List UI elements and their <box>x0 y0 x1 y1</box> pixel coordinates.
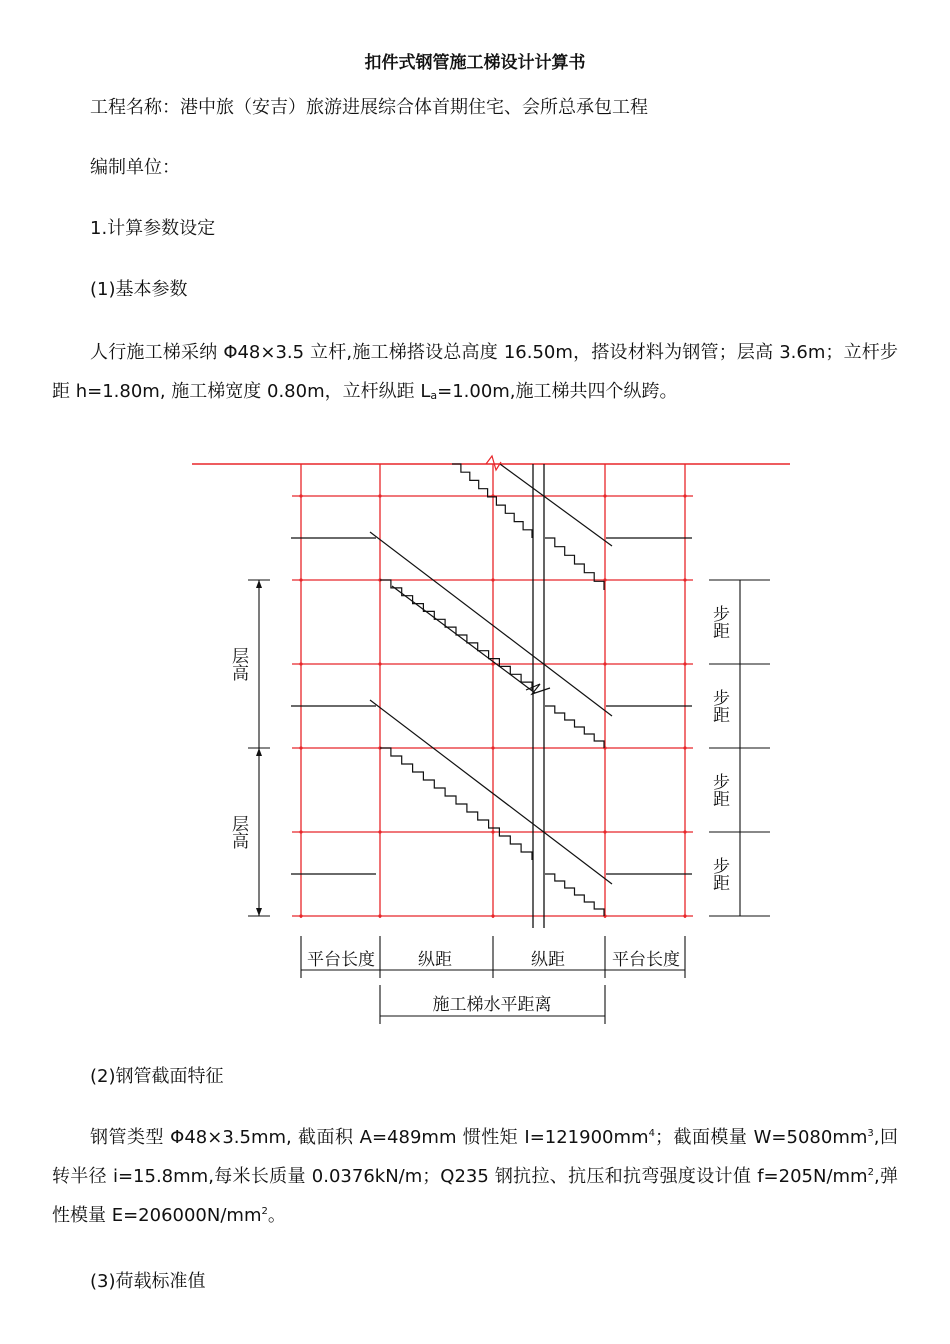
props-text-e: ,弹性模量 E=206000N/mm <box>52 1166 899 1226</box>
la-subscript: a <box>430 389 438 402</box>
coupler <box>299 830 302 833</box>
label-step-1: 步距 <box>709 605 729 639</box>
label-span-1: 纵距 <box>418 950 452 970</box>
basic-params-text-b: =1.00m,施工梯共四个纵跨。 <box>437 381 678 402</box>
left-dim-arrow <box>256 908 262 916</box>
label-step-2: 步距 <box>709 689 729 723</box>
left-dim-arrow <box>256 748 262 756</box>
props-text-b: 惯性矩 I=121900mm <box>456 1127 649 1148</box>
coupler <box>683 914 686 917</box>
coupler <box>378 914 381 917</box>
section-1-1-heading: (1)基本参数 <box>90 279 188 300</box>
stair-flights <box>291 456 692 928</box>
scaffold-grid <box>192 464 790 918</box>
coupler <box>491 830 494 833</box>
coupler <box>683 746 686 749</box>
coupler <box>603 830 606 833</box>
label-platform-right: 平台长度 <box>612 950 680 970</box>
handrail-4 <box>392 586 535 693</box>
label-platform-left: 平台长度 <box>307 950 375 970</box>
section-properties-paragraph <box>52 1118 898 1235</box>
stair-flight-top-left <box>452 464 532 538</box>
sup-2b: 2 <box>261 1206 268 1217</box>
coupler <box>378 830 381 833</box>
coupler <box>378 662 381 665</box>
coupler <box>299 662 302 665</box>
props-text-a: 钢管类型 Φ48×3.5mm, 截面积 A=489mm <box>90 1127 457 1148</box>
left-dim-arrow <box>256 580 262 588</box>
compile-unit: 编制单位： <box>90 157 180 178</box>
stair-flight-mid-right <box>545 706 604 748</box>
props-text-f: 。 <box>267 1205 286 1226</box>
coupler <box>603 662 606 665</box>
coupler <box>299 494 302 497</box>
stair-flight-top-right <box>545 538 604 590</box>
sup-4: 4 <box>648 1128 655 1139</box>
sup-2a: 2 <box>867 1167 874 1178</box>
stair-flight-low-right <box>545 874 604 916</box>
coupler <box>491 914 494 917</box>
break-symbol-mid <box>526 684 550 694</box>
props-text-d: ,回转半径 i=15.8mm,每米长质量 0.0376kN/m；Q235 钢抗拉、抗压和抗弯强度设计值 f=205N/mm <box>52 1127 898 1187</box>
coupler <box>299 578 302 581</box>
coupler <box>683 494 686 497</box>
section-1-3-heading: (3)荷载标准值 <box>90 1271 206 1292</box>
handrail-2 <box>370 532 612 716</box>
coupler <box>683 662 686 665</box>
coupler <box>491 578 494 581</box>
props-text-c: ；截面模量 W=5080mm <box>654 1127 868 1148</box>
label-step-4: 步距 <box>709 857 729 891</box>
coupler <box>299 746 302 749</box>
coupler <box>603 494 606 497</box>
coupler <box>299 914 302 917</box>
label-floor-height-1: 层高 <box>228 647 248 681</box>
label-floor-height-2: 层高 <box>228 815 248 849</box>
section-1-heading: 1.计算参数设定 <box>90 218 216 239</box>
coupler <box>683 830 686 833</box>
label-horizontal-distance: 施工梯水平距离 <box>432 995 552 1015</box>
coupler <box>491 746 494 749</box>
basic-params-text-a: 人行施工梯采纳 Φ48×3.5 立杆,施工梯搭设总高度 16.50m，搭设材料为钢管；层高 3.6m；立杆步距 h=1.80m, 施工梯宽度 0.80m，立杆纵距 L <box>52 342 898 402</box>
label-step-3: 步距 <box>709 773 729 807</box>
sup-3: 3 <box>867 1128 874 1139</box>
coupler <box>683 578 686 581</box>
document-title: 扣件式钢管施工梯设计计算书 <box>364 53 586 73</box>
label-span-2: 纵距 <box>531 950 565 970</box>
section-1-2-heading: (2)钢管截面特征 <box>90 1066 224 1087</box>
handrail-1 <box>500 464 612 546</box>
coupler <box>378 494 381 497</box>
project-name: 工程名称：港中旅（安吉）旅游进展综合体首期住宅、会所总承包工程 <box>90 97 648 118</box>
